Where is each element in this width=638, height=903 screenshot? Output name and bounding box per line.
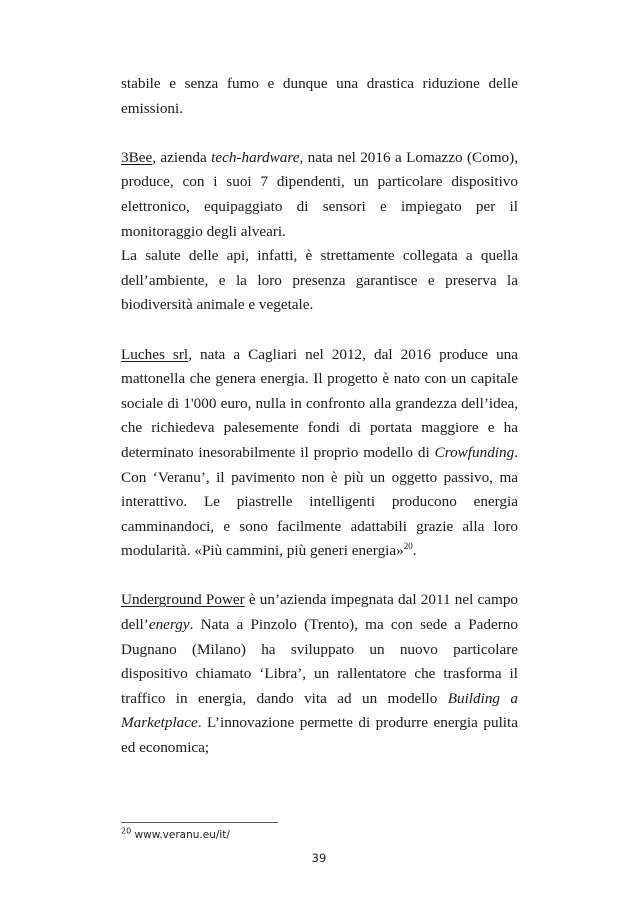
footnote: [121, 826, 230, 841]
footnote-number: 20: [121, 826, 132, 836]
paragraph-text: è un’azienda impegnata dal 2011 nel campo dell’: [121, 591, 519, 634]
paragraph-text: stabile e senza fumo e dunque una drastica riduzione delle emissioni.: [121, 75, 518, 117]
italic-term: energy: [148, 616, 190, 634]
italic-term: tech-hardware: [211, 148, 300, 166]
paragraph-text: La salute delle api, infatti, è strettamente collegata a quella dell’ambiente, e la loro presenza garantisce e preserva la biodiversità animale e vegetale.: [121, 247, 518, 314]
company-name-3bee: 3Bee: [121, 148, 153, 166]
company-name-luches: Luches srl: [121, 345, 189, 363]
footnote-separator: [121, 822, 278, 823]
body-text: [121, 72, 518, 761]
page-number: 39: [311, 851, 327, 865]
footnote-reference: 20: [403, 541, 413, 552]
italic-term: Building a Marketplace: [121, 689, 519, 732]
paragraph-luches: [121, 343, 518, 564]
paragraph-text: , azienda: [152, 148, 212, 166]
paragraph-api-health: [121, 244, 518, 318]
paragraph-continuation: [121, 72, 518, 121]
company-name-underground-power: Underground Power: [121, 591, 245, 609]
paragraph-text: . L’innovazione permette di produrre energia pulita ed economica;: [121, 714, 518, 757]
paragraph-text: .: [412, 542, 417, 560]
paragraph-text: . Nata a Pinzolo (Trento), ma con sede a Paderno Dugnano (Milano) ha sviluppato un nuovo particolare dispositivo chiamato ‘Libra’, un rallentatore che trasforma il traffico in energia, dando vita ad un modello: [121, 616, 518, 707]
footnote-text: www.veranu.eu/it/: [131, 829, 230, 841]
paragraph-underground-power: [121, 588, 518, 760]
paragraph-text: , nata nel 2016 a Lomazzo (Como), produce, con i suoi 7 dipendenti, un particolare dispositivo elettronico, equipaggiato di sensori e impiegato per il monitoraggio degli alveari.: [121, 148, 518, 240]
paragraph-3bee: [121, 146, 518, 244]
paragraph-text: , nata a Cagliari nel 2012, dal 2016 produce una mattonella che genera energia. Il progetto è nato con un capitale sociale di 1'000 euro, nulla in confronto alla grandezza dell’idea, che richiedeva palesemente fondi di portata maggiore e ha determinato inesorabilmente il proprio modello di: [121, 345, 518, 461]
paragraph-text: . Con ‘Veranu’, il pavimento non è più un oggetto passivo, ma interattivo. Le piastrelle intelligenti producono energia camminandoci, e sono facilmente adattabili grazie alla loro modularità. «Più cammini, più generi energia»: [121, 443, 518, 560]
italic-term: Crowfunding: [434, 443, 515, 461]
